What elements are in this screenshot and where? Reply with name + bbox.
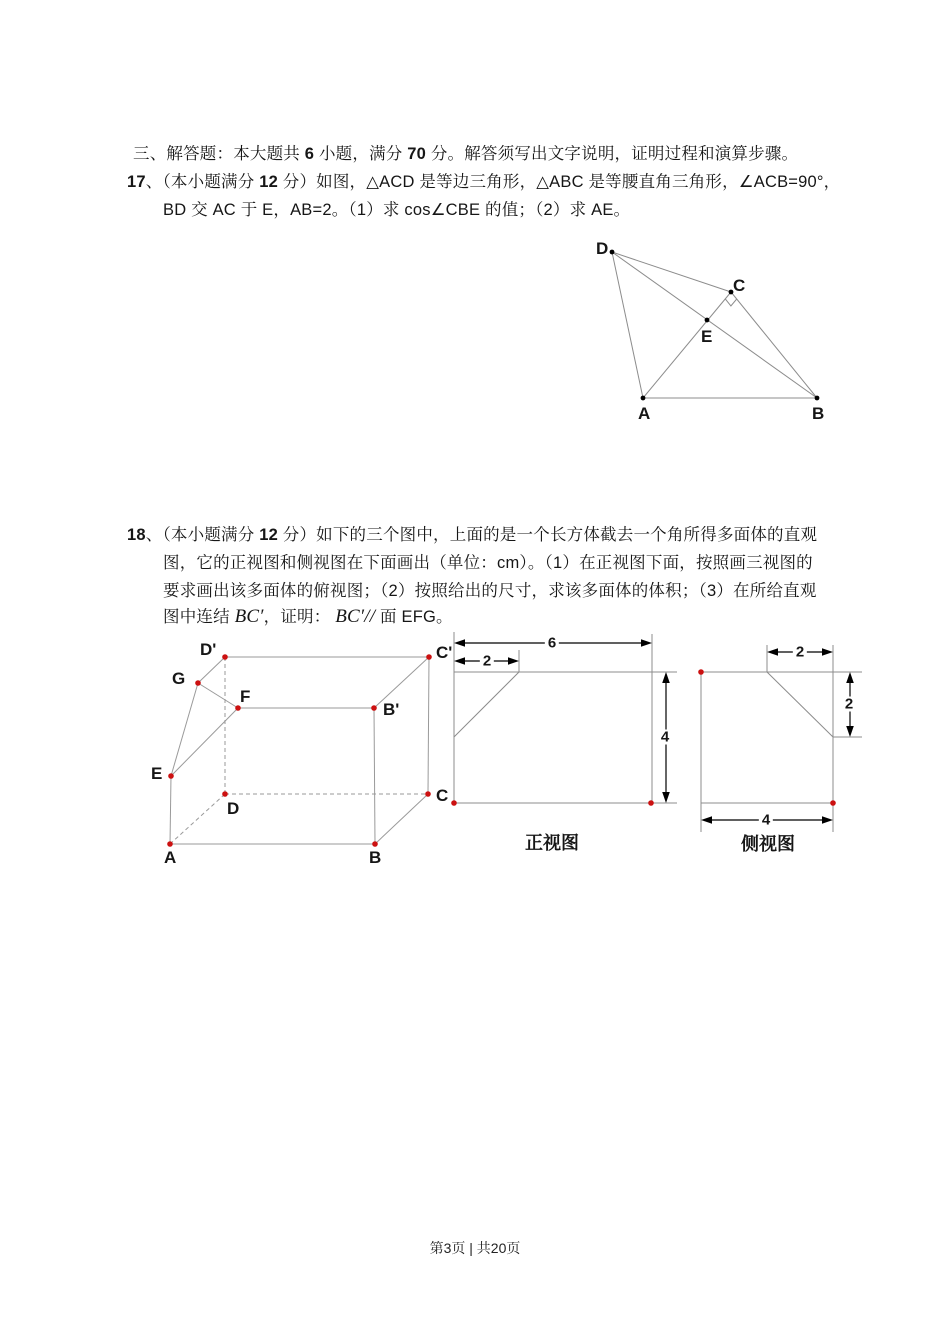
math-BC-prime-1: BC′ [234,606,264,627]
p18-label-F: F [240,687,251,706]
section-question-count: 6 [304,145,315,163]
p17-label-E: E [701,327,713,346]
p18-label-C-prime: C' [436,643,453,662]
p18-cuboid-solid-edges [170,657,429,844]
section-header-post: 分。解答须写出文字说明，证明过程和演算步骤。 [426,145,799,163]
page-footer: 第3页 | 共20页 [429,1240,521,1256]
problem17-number: 17 [127,173,146,191]
p18-label-B: B [369,848,382,867]
parallel-symbol: // [364,606,376,627]
p18-label-C: C [436,786,449,805]
problem17-line2: BD 交 AC 于 E，AB=2。（1）求 cos∠CBE 的值；（2）求 AE。 [163,201,631,219]
p17-label-B: B [812,404,825,423]
p17-figure-lines [612,252,817,398]
p18-label-E: E [151,764,163,783]
problem18-line3: 要求画出该多面体的俯视图；（2）按照给出的尺寸，求该多面体的体积；（3）在所给直观 [163,582,817,600]
p18-label-G: G [172,669,186,688]
problem18-number: 18 [127,526,146,544]
side-view-dots [698,669,836,806]
p18-label-D: D [227,799,240,818]
p18-label-A: A [164,848,177,867]
side-view-caption: 侧视图 [741,834,795,854]
p17-label-A: A [638,404,651,423]
problem17-text-cont: 分）如图，△ACD 是等边三角形，△ABC 是等腰直角三角形，∠ACB=90°， [277,173,841,191]
front-view-dim-6: 6 [545,636,559,651]
problem18-line2: 图，它的正视图和侧视图在下面画出（单位：cm）。（1）在正视图下面，按照画三视图的 [163,554,813,572]
section-header-mid: 小题，满分 [314,145,408,163]
problem18-line4-mid: ，证明： [263,608,336,626]
p18-cuboid-vertex-dots [167,654,432,847]
section-header [133,143,798,165]
p18-label-D-prime: D' [200,640,217,659]
problem18-line4-text: 图中连结 [163,608,235,626]
problem18-text-cont: 分）如下的三个图中，上面的是一个长方体截去一个角所得多面体的直观 [277,526,818,544]
front-view-dim-4: 4 [658,730,672,745]
right-angle-mark [725,299,736,306]
problem18-line1 [127,524,817,546]
problem18-score: 12 [259,526,278,544]
side-view-dimensions [701,648,854,824]
problem18-line4 [163,606,453,628]
side-view-dim-right-2: 2 [842,697,856,712]
section-header-text: 三、解答题：本大题共 [133,145,305,163]
section-total-score: 70 [407,145,427,163]
problem17-score: 12 [259,173,278,191]
p17-label-D: D [596,239,609,258]
problem18-text: 、（本小题满分 [145,526,260,544]
p17-label-C: C [733,276,746,295]
side-view-dim-4: 4 [759,813,773,828]
problem17-line1 [127,171,840,193]
front-view-dim-2: 2 [480,654,494,669]
math-BC-prime-2: BC′ [335,606,365,627]
side-view-outline [701,645,862,832]
p18-label-B-prime: B' [383,700,400,719]
p18-cuboid-hidden-edges [170,657,428,844]
front-view-caption: 正视图 [525,833,579,853]
side-view-dim-top-2: 2 [793,645,807,660]
problem18-line4-end: 面 EFG。 [375,608,453,626]
problem17-text: 、（本小题满分 [145,173,260,191]
